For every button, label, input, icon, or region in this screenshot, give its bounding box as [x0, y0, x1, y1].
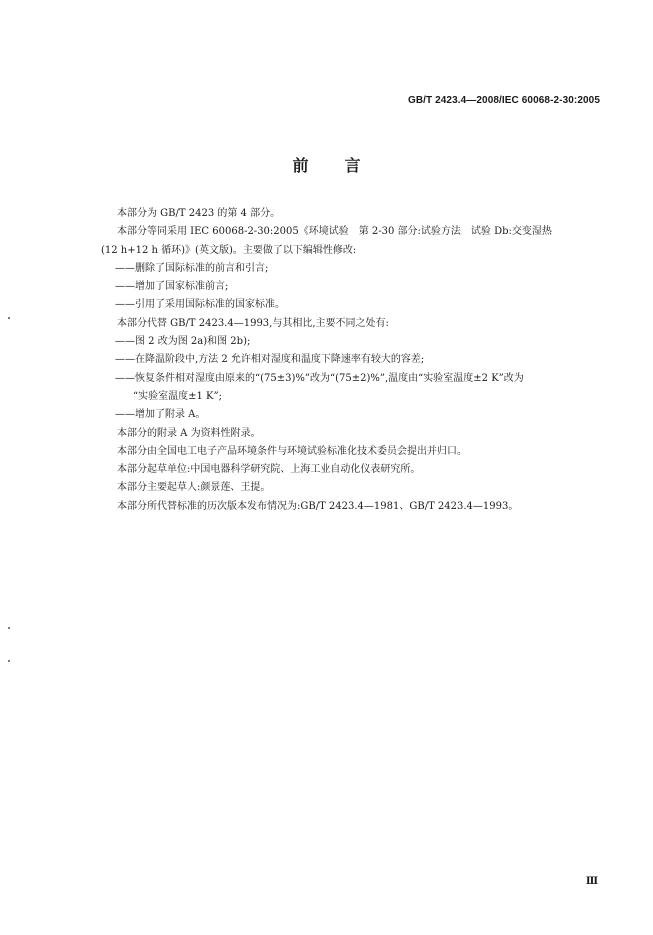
paragraph-replaces: 本部分代替 GB/T 2423.4—1993,与其相比,主要不同之处有:	[117, 317, 389, 329]
margin-dot	[8, 660, 10, 662]
list-item-edit-1: ——删除了国际标准的前言和引言;	[115, 262, 269, 274]
margin-dot	[8, 317, 10, 319]
foreword-body	[101, 205, 607, 516]
paragraph-history: 本部分所代替标准的历次版本发布情况为:GB/T 2423.4—1981、GB/T 2423.4—1993。	[117, 500, 519, 512]
paragraph-adoption-line2: (12 h+12 h 循环)》(英文版)。主要做了以下编辑性修改:	[101, 244, 357, 256]
paragraph-adoption-line1: 本部分等同采用 IEC 60068-2-30:2005《环境试验 第 2-30 部分:试验方法 试验 Db:交变湿热	[117, 226, 552, 238]
list-item-change-3-line2: “实验室温度±1 K”;	[133, 390, 222, 402]
standard-code-header: GB/T 2423.4—2008/IEC 60068-2-30:2005	[407, 95, 600, 106]
list-item-change-4: ——增加了附录 A。	[115, 409, 206, 421]
title-char-2: 言	[344, 156, 361, 175]
paragraph-drafting-units: 本部分起草单位:中国电器科学研究院、上海工业自动化仪表研究所。	[117, 464, 421, 476]
list-item-change-2: ——在降温阶段中,方法 2 允许相对湿度和温度下降速率有较大的容差;	[115, 354, 425, 366]
title-char-1: 前	[292, 156, 309, 175]
paragraph-drafters: 本部分主要起草人:颜景莲、王提。	[117, 482, 271, 494]
page-number: Ⅲ	[585, 876, 598, 887]
list-item-change-3-line1: ——恢复条件相对湿度由原来的“(75±3)%”改为“(75±2)%”,温度由“实验室温度±2 K”改为	[115, 372, 524, 384]
paragraph-annex: 本部分的附录 A 为资料性附录。	[117, 427, 261, 439]
paragraph-proposed-by: 本部分由全国电工电子产品环境条件与环境试验标准化技术委员会提出并归口。	[117, 445, 467, 457]
page-title	[0, 153, 653, 176]
margin-dot	[8, 627, 10, 629]
list-item-edit-3: ——引用了采用国际标准的国家标准。	[115, 299, 285, 311]
list-item-edit-2: ——增加了国家标准前言;	[115, 281, 229, 293]
paragraph-part-number: 本部分为 GB/T 2423 的第 4 部分。	[117, 208, 281, 219]
list-item-change-1: ——图 2 改为图 2a)和图 2b);	[115, 336, 251, 348]
